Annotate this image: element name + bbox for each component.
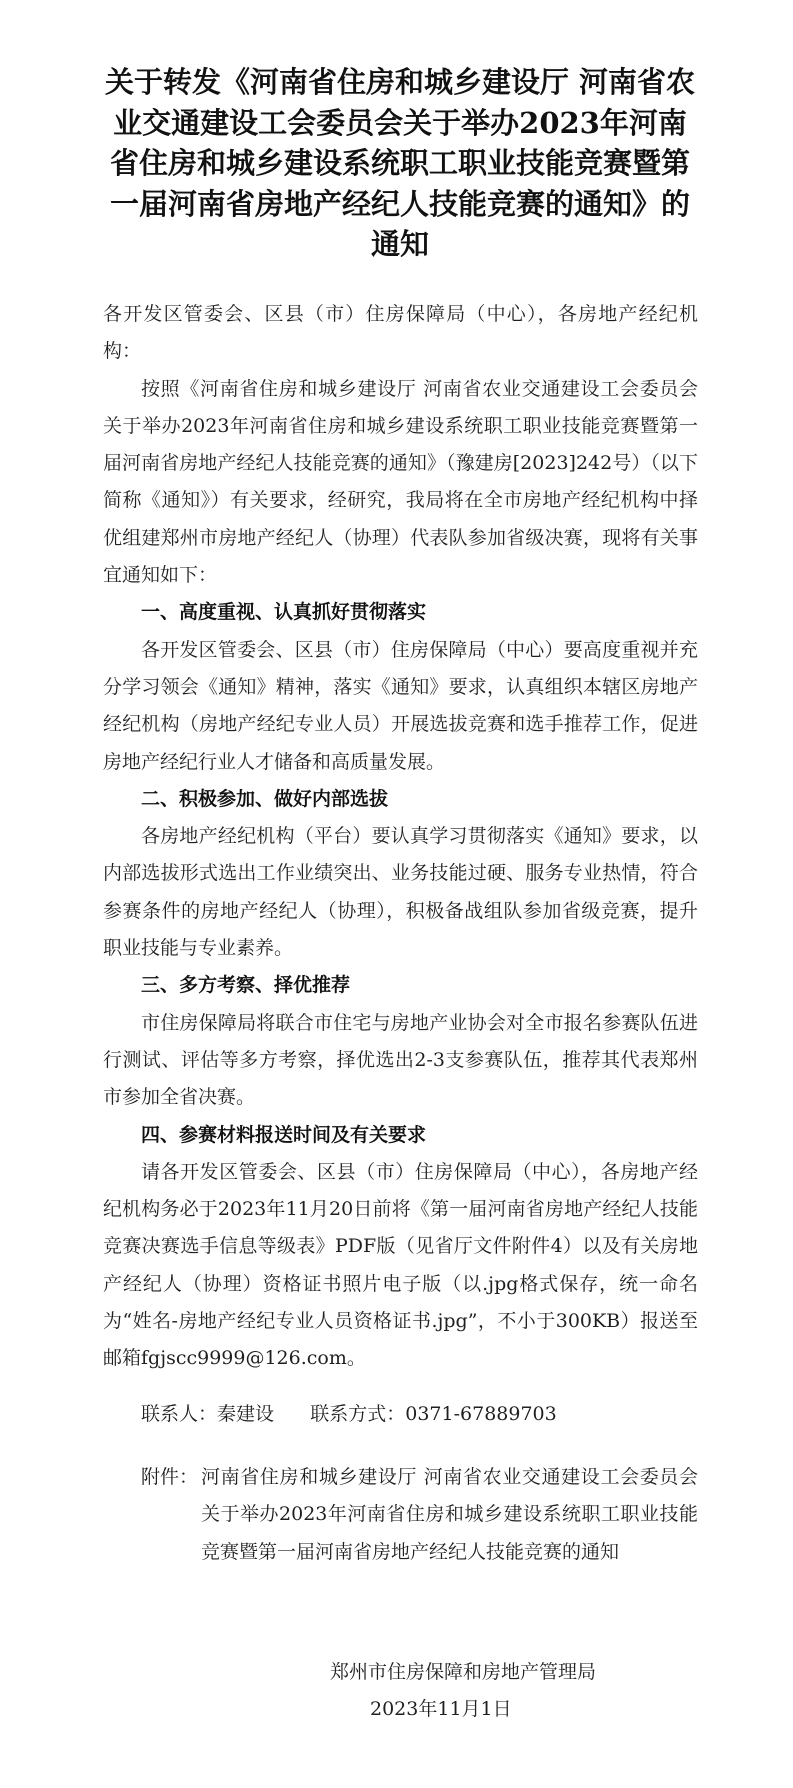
attachment-block (141, 1459, 698, 1571)
section-2-heading: 二、积极参加、做好内部选拔 (141, 787, 389, 810)
spacer (103, 1433, 698, 1459)
section-4-body: 请各开发区管委会、区县（市）住房保障局（中心），各房地产经纪机构务必于2023年11月20日前将《第一届河南省房地产经纪人技能竞赛决赛选手信息等级表》PDF版（见省厅文件附件4）以及有关房地产经纪人（协理）资格证书照片电子版（以.jpg格式保存，统一命名为“姓名-房地产经纪专业人员资格证书.jpg”，不小于300KB）报送至邮箱fgjscc9999@126.com。 (103, 1160, 698, 1370)
issuing-organization: 郑州市住房保障和房地产管理局 (330, 1661, 597, 1683)
section-1-body: 各开发区管委会、区县（市）住房保障局（中心）要高度重视并充分学习领会《通知》精神，落实《通知》要求，认真组织本辖区房地产经纪机构（房地产经纪专业人员）开展选拔竞赛和选手推荐工作，促进房地产经纪行业人才储备和高质量发展。 (103, 638, 698, 773)
intro-paragraph: 按照《河南省住房和城乡建设厅 河南省农业交通建设工会委员会关于举办2023年河南省住房和城乡建设系统职工职业技能竞赛暨第一届河南省房地产经纪人技能竞赛的通知》（豫建房[2023]242号）（以下简称《通知》）有关要求，经研究，我局将在全市房地产经纪机构中择优组建郑州市房地产经纪人（协理）代表队参加省级决赛，现将有关事宜通知如下： (103, 377, 698, 587)
section-1-heading: 一、高度重视、认真抓好贯彻落实 (141, 601, 427, 624)
section-3-heading: 三、多方考察、择优推荐 (141, 974, 351, 997)
spacer (103, 1378, 698, 1396)
attachment-label: 附件： (141, 1465, 199, 1488)
section-2-body: 各房地产经纪机构（平台）要认真学习贯彻落实《通知》要求，以内部选拔形式选出工作业绩突出、业务技能过硬、服务专业热情，符合参赛条件的房地产经纪人（协理），积极备战组队参加省级竞赛，提升职业技能与专业素养。 (103, 825, 698, 960)
section-4-heading: 四、参赛材料报送时间及有关要求 (141, 1123, 427, 1146)
salutation: 各开发区管委会、区县（市）住房保障局（中心），各房地产经纪机构： (103, 303, 698, 363)
document-body (103, 296, 698, 1571)
signature-block (330, 1654, 630, 1728)
issue-date: 2023年11月1日 (370, 1698, 512, 1720)
attachment-text: 河南省住房和城乡建设厅 河南省农业交通建设工会委员会关于举办2023年河南省住房和城乡建设系统职工职业技能竞赛暨第一届河南省房地产经纪人技能竞赛的通知 (201, 1465, 698, 1563)
contact-line: 联系人：秦建设 联系方式：0371-67889703 (141, 1402, 557, 1425)
section-3-body: 市住房保障局将联合市住宅与房地产业协会对全市报名参赛队伍进行测试、评估等多方考察，择优选出2-3支参赛队伍，推荐其代表郑州市参加全省决赛。 (103, 1011, 698, 1109)
document-title: 关于转发《河南省住房和城乡建设厅 河南省农业交通建设工会委员会关于举办2023年河南省住房和城乡建设系统职工职业技能竞赛暨第一届河南省房地产经纪人技能竞赛的通知》的通知 (104, 65, 696, 261)
